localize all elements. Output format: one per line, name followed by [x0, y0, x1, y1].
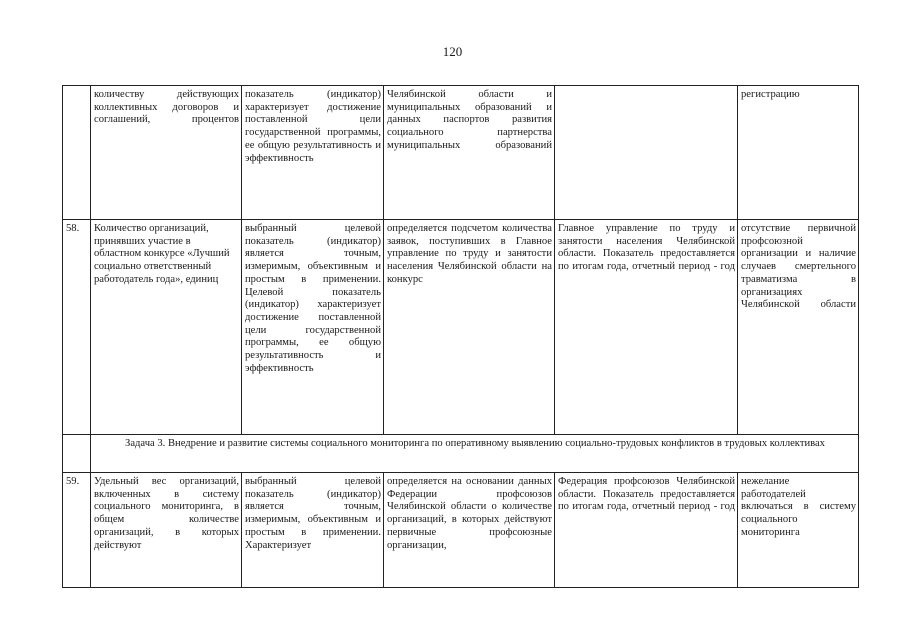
data-source-cell: Главное управление по труду и занятости населения Челябинской области. Показатель предоставляется по итогам года, отчетный период - год [555, 220, 738, 435]
indicator-table [62, 85, 859, 588]
risk-factors-cell: регистрацию [738, 86, 859, 220]
indicator-name-cell: Удельный вес организаций, включенных в систему социального мониторинга, в общем количестве организаций, в которых действуют [91, 473, 242, 588]
calculation-method-cell: определяется на основании данных Федерации профсоюзов Челябинской области о количестве организаций, в которых действуют первичные профсоюзные организации, [384, 473, 555, 588]
indicator-justification-cell: выбранный целевой показатель (индикатор) является точным, измеримым, объективным и простым в применении. Характеризует [242, 473, 384, 588]
data-source-cell [555, 86, 738, 220]
row-number-cell: 59. [63, 473, 91, 588]
indicator-justification-cell: показатель (индикатор) характеризует достижение поставленной цели государственной программы, ее общую результативность и эффективность [242, 86, 384, 220]
task-empty-cell [63, 435, 91, 473]
risk-factors-cell: нежелание работодателей включаться в систему социального мониторинга [738, 473, 859, 588]
data-source-cell: Федерация профсоюзов Челябинской области. Показатель предоставляется по итогам года, отчетный период - год [555, 473, 738, 588]
table-row-continued [63, 86, 859, 220]
calculation-method-cell: Челябинской области и муниципальных образований и данных паспортов развития социального партнерства муниципальных образований [384, 86, 555, 220]
task-3-heading: Задача 3. Внедрение и развитие системы социального мониторинга по оперативному выявлению социально-трудовых конфликтов в трудовых коллективах [91, 435, 859, 473]
indicator-justification-cell: выбранный целевой показатель (индикатор) является точным, измеримым, объективным и простым в применении. Целевой показатель (индикатор) характеризует достижение поставленной цели государственной программы, ее общую результативность и эффективность [242, 220, 384, 435]
indicator-name-cell: Количество организаций, принявших участие в областном конкурсе «Лучший социально ответственный работодатель года», единиц [91, 220, 242, 435]
table-row-59 [63, 473, 859, 588]
row-number-cell [63, 86, 91, 220]
task-header-row [63, 435, 859, 473]
indicator-name-cell: количеству действующих коллективных договоров и соглашений, процентов [91, 86, 242, 220]
table-row-58 [63, 220, 859, 435]
page-number: 120 [442, 44, 463, 59]
risk-factors-cell: отсутствие первичной профсоюзной организации и наличие случаев смертельного травматизма в организациях Челябинской области [738, 220, 859, 435]
calculation-method-cell: определяется подсчетом количества заявок, поступивших в Главное управление по труду и занятости населения Челябинской области на конкурс [384, 220, 555, 435]
row-number-cell: 58. [63, 220, 91, 435]
